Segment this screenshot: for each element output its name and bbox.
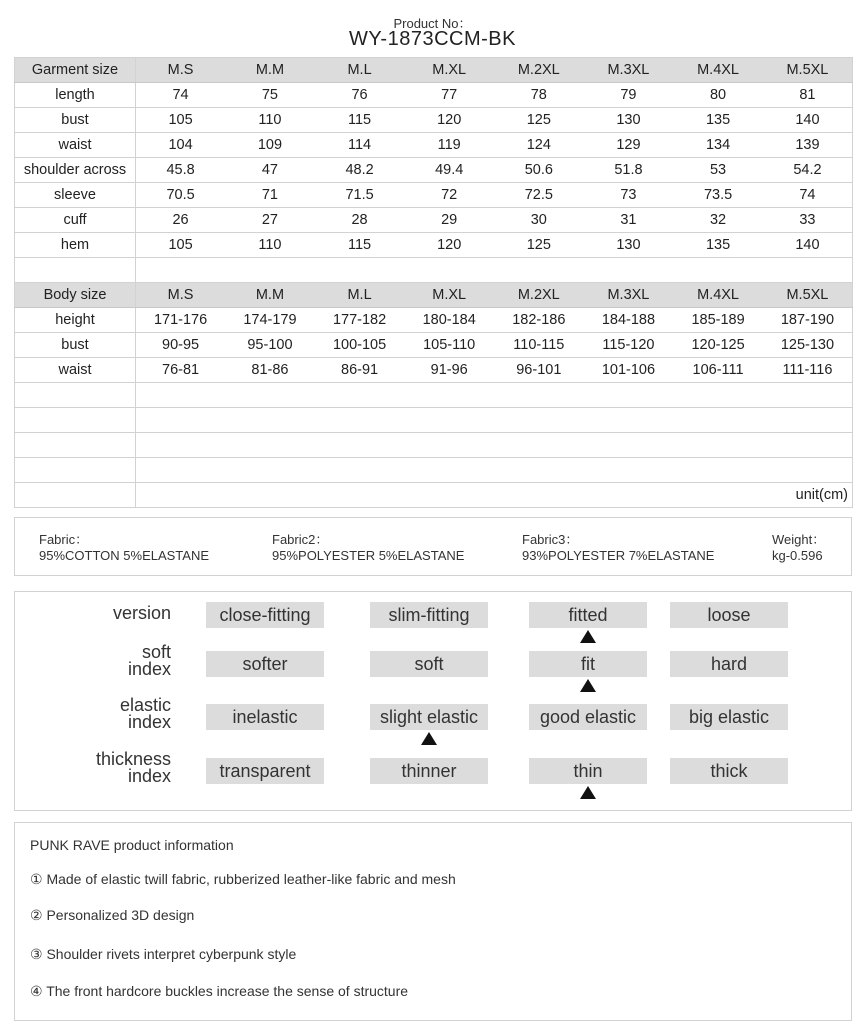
measure-value: 115	[315, 108, 405, 133]
measure-value: 72.5	[494, 183, 584, 208]
measure-value: 76	[315, 83, 405, 108]
blank-cell	[15, 433, 136, 458]
measure-value: 74	[136, 83, 226, 108]
measure-value: 33	[763, 208, 853, 233]
size-header-cell: M.XL	[404, 58, 494, 83]
measure-value: 114	[315, 133, 405, 158]
info-item-4: ④ The front hardcore buckles increase the sense of structure	[30, 983, 409, 999]
size-header-cell: M.5XL	[763, 283, 853, 308]
index-label	[120, 697, 171, 731]
product-info-box	[14, 822, 852, 1021]
measure-value: 110-115	[494, 333, 584, 358]
measure-value: 185-189	[673, 308, 763, 333]
fabric-info-box	[14, 517, 852, 576]
measure-name: waist	[15, 133, 136, 158]
measure-value: 109	[225, 133, 315, 158]
measure-value: 134	[673, 133, 763, 158]
measure-value: 71	[225, 183, 315, 208]
garment-header-row	[15, 58, 853, 83]
measure-value: 81-86	[225, 358, 315, 383]
measure-name: waist	[15, 358, 136, 383]
index-option: transparent	[206, 758, 324, 784]
measure-value: 120	[404, 108, 494, 133]
fabric-3	[522, 532, 714, 564]
measure-value: 124	[494, 133, 584, 158]
blank-row	[15, 458, 853, 483]
info-item-3: ③ Shoulder rivets interpret cyberpunk style	[30, 946, 297, 962]
info-item-2: ② Personalized 3D design	[30, 907, 195, 923]
measure-name: bust	[15, 108, 136, 133]
measure-value: 130	[584, 233, 674, 258]
weight-value: kg-0.596	[772, 548, 823, 563]
measure-value: 48.2	[315, 158, 405, 183]
size-header-cell: M.5XL	[763, 58, 853, 83]
measure-value: 86-91	[315, 358, 405, 383]
index-option: slim-fitting	[370, 602, 488, 628]
blank-cell	[136, 408, 853, 433]
blank-cell	[136, 433, 853, 458]
index-label-line: thickness	[95, 749, 171, 769]
measure-value: 111-116	[763, 358, 853, 383]
size-header-cell: M.4XL	[673, 58, 763, 83]
selected-indicator-icon	[580, 679, 596, 692]
measure-value: 180-184	[404, 308, 494, 333]
index-option: thin	[529, 758, 647, 784]
measure-value: 140	[763, 108, 853, 133]
blank-cell	[136, 458, 853, 483]
measure-value: 81	[763, 83, 853, 108]
measure-value: 50.6	[494, 158, 584, 183]
index-label-line: index	[127, 766, 171, 786]
measure-value: 105	[136, 108, 226, 133]
index-label	[96, 751, 171, 785]
fabric-2-value: 95%POLYESTER 5%ELASTANE	[272, 548, 465, 563]
table-row	[15, 358, 853, 383]
selected-indicator-icon	[580, 786, 596, 799]
measure-value: 101-106	[584, 358, 674, 383]
size-header-cell: M.L	[315, 58, 405, 83]
table-row	[15, 133, 853, 158]
size-header-cell: M.M	[225, 58, 315, 83]
table-row	[15, 83, 853, 108]
measure-value: 110	[225, 233, 315, 258]
blank-cell	[136, 383, 853, 408]
blank-cell	[15, 408, 136, 433]
table-row	[15, 333, 853, 358]
blank-cell	[15, 483, 136, 508]
measure-value: 49.4	[404, 158, 494, 183]
measure-value: 110	[225, 108, 315, 133]
measure-value: 115-120	[584, 333, 674, 358]
measure-value: 74	[763, 183, 853, 208]
measure-value: 72	[404, 183, 494, 208]
size-header-cell: M.M	[225, 283, 315, 308]
measure-value: 135	[673, 108, 763, 133]
measure-name: bust	[15, 333, 136, 358]
table-row	[15, 158, 853, 183]
measure-value: 73.5	[673, 183, 763, 208]
weight-label: Weight：	[772, 532, 826, 547]
blank-cell	[15, 383, 136, 408]
measure-value: 80	[673, 83, 763, 108]
measure-value: 95-100	[225, 333, 315, 358]
measure-value: 125-130	[763, 333, 853, 358]
weight	[772, 532, 825, 564]
measure-value: 187-190	[763, 308, 853, 333]
blank-row	[15, 383, 853, 408]
measure-value: 75	[225, 83, 315, 108]
measure-value: 182-186	[494, 308, 584, 333]
fabric-2	[272, 532, 464, 564]
info-item-1: ① Made of elastic twill fabric, rubberized leather-like fabric and mesh	[30, 871, 456, 887]
measure-value: 115	[315, 233, 405, 258]
measure-value: 27	[225, 208, 315, 233]
measure-value: 105	[136, 233, 226, 258]
measure-value: 184-188	[584, 308, 674, 333]
measure-value: 29	[404, 208, 494, 233]
measure-value: 106-111	[673, 358, 763, 383]
measure-value: 26	[136, 208, 226, 233]
product-code: WY-1873CCM-BK	[349, 28, 516, 50]
measure-value: 47	[225, 158, 315, 183]
measure-value: 54.2	[763, 158, 853, 183]
measure-value: 130	[584, 108, 674, 133]
product-no-label: Product No：	[393, 16, 472, 31]
selected-indicator-icon	[421, 732, 437, 745]
measure-value: 100-105	[315, 333, 405, 358]
blank-cell	[15, 458, 136, 483]
measure-value: 73	[584, 183, 674, 208]
measure-value: 79	[584, 83, 674, 108]
measure-value: 53	[673, 158, 763, 183]
measure-value: 129	[584, 133, 674, 158]
measure-value: 78	[494, 83, 584, 108]
index-option: slight elastic	[370, 704, 488, 730]
fabric-3-label: Fabric3：	[522, 532, 579, 547]
index-label-line: elastic	[119, 695, 171, 715]
index-label	[128, 644, 171, 678]
index-option: close-fitting	[206, 602, 324, 628]
measure-value: 30	[494, 208, 584, 233]
blank-cell	[136, 258, 853, 283]
garment-header-label: Garment size	[15, 58, 136, 83]
index-option: thick	[670, 758, 788, 784]
size-header-cell: M.2XL	[494, 58, 584, 83]
measure-value: 125	[494, 108, 584, 133]
measure-value: 32	[673, 208, 763, 233]
measure-value: 177-182	[315, 308, 405, 333]
info-title: PUNK RAVE product information	[30, 837, 234, 853]
measure-value: 76-81	[136, 358, 226, 383]
measure-value: 125	[494, 233, 584, 258]
unit-label: unit(cm)	[136, 483, 853, 508]
body-header-label: Body size	[15, 283, 136, 308]
measure-value: 120	[404, 233, 494, 258]
body-header-row	[15, 283, 853, 308]
measure-name: height	[15, 308, 136, 333]
blank-row	[15, 258, 853, 283]
measure-name: sleeve	[15, 183, 136, 208]
measure-value: 119	[404, 133, 494, 158]
size-header-cell: M.2XL	[494, 283, 584, 308]
index-label	[113, 605, 171, 622]
size-header-cell: M.S	[136, 283, 226, 308]
measure-value: 71.5	[315, 183, 405, 208]
measure-value: 51.8	[584, 158, 674, 183]
index-option: softer	[206, 651, 324, 677]
measure-name: cuff	[15, 208, 136, 233]
index-option: loose	[670, 602, 788, 628]
table-row	[15, 208, 853, 233]
measure-value: 77	[404, 83, 494, 108]
fabric-2-label: Fabric2：	[272, 532, 329, 547]
measure-value: 105-110	[404, 333, 494, 358]
size-header-cell: M.S	[136, 58, 226, 83]
table-row	[15, 183, 853, 208]
index-label-line: index	[127, 659, 171, 679]
blank-cell	[15, 258, 136, 283]
table-row	[15, 308, 853, 333]
index-option: soft	[370, 651, 488, 677]
size-header-cell: M.3XL	[584, 283, 674, 308]
blank-row	[15, 408, 853, 433]
index-option: fitted	[529, 602, 647, 628]
blank-row	[15, 483, 853, 508]
size-chart-table	[14, 57, 853, 508]
table-row	[15, 108, 853, 133]
measure-value: 90-95	[136, 333, 226, 358]
fabric-1-label: Fabric：	[39, 532, 89, 547]
measure-name: shoulder across	[15, 158, 136, 183]
table-row	[15, 233, 853, 258]
size-header-cell: M.3XL	[584, 58, 674, 83]
measure-value: 174-179	[225, 308, 315, 333]
index-label-line: version	[112, 603, 171, 623]
measure-value: 120-125	[673, 333, 763, 358]
index-option: thinner	[370, 758, 488, 784]
measure-name: length	[15, 83, 136, 108]
measure-value: 171-176	[136, 308, 226, 333]
measure-value: 96-101	[494, 358, 584, 383]
index-option: fit	[529, 651, 647, 677]
measure-value: 70.5	[136, 183, 226, 208]
index-label-line: index	[127, 712, 171, 732]
fabric-1	[39, 532, 209, 564]
size-header-cell: M.L	[315, 283, 405, 308]
size-header-cell: M.4XL	[673, 283, 763, 308]
index-option: big elastic	[670, 704, 788, 730]
index-option: hard	[670, 651, 788, 677]
index-option: good elastic	[529, 704, 647, 730]
size-header-cell: M.XL	[404, 283, 494, 308]
measure-value: 104	[136, 133, 226, 158]
measure-name: hem	[15, 233, 136, 258]
measure-value: 140	[763, 233, 853, 258]
measure-value: 45.8	[136, 158, 226, 183]
index-option: inelastic	[206, 704, 324, 730]
blank-row	[15, 433, 853, 458]
fabric-3-value: 93%POLYESTER 7%ELASTANE	[522, 548, 715, 563]
index-label-line: soft	[141, 642, 171, 662]
measure-value: 31	[584, 208, 674, 233]
fit-index-box	[14, 591, 852, 811]
measure-value: 91-96	[404, 358, 494, 383]
measure-value: 139	[763, 133, 853, 158]
measure-value: 135	[673, 233, 763, 258]
measure-value: 28	[315, 208, 405, 233]
selected-indicator-icon	[580, 630, 596, 643]
fabric-1-value: 95%COTTON 5%ELASTANE	[39, 548, 210, 563]
